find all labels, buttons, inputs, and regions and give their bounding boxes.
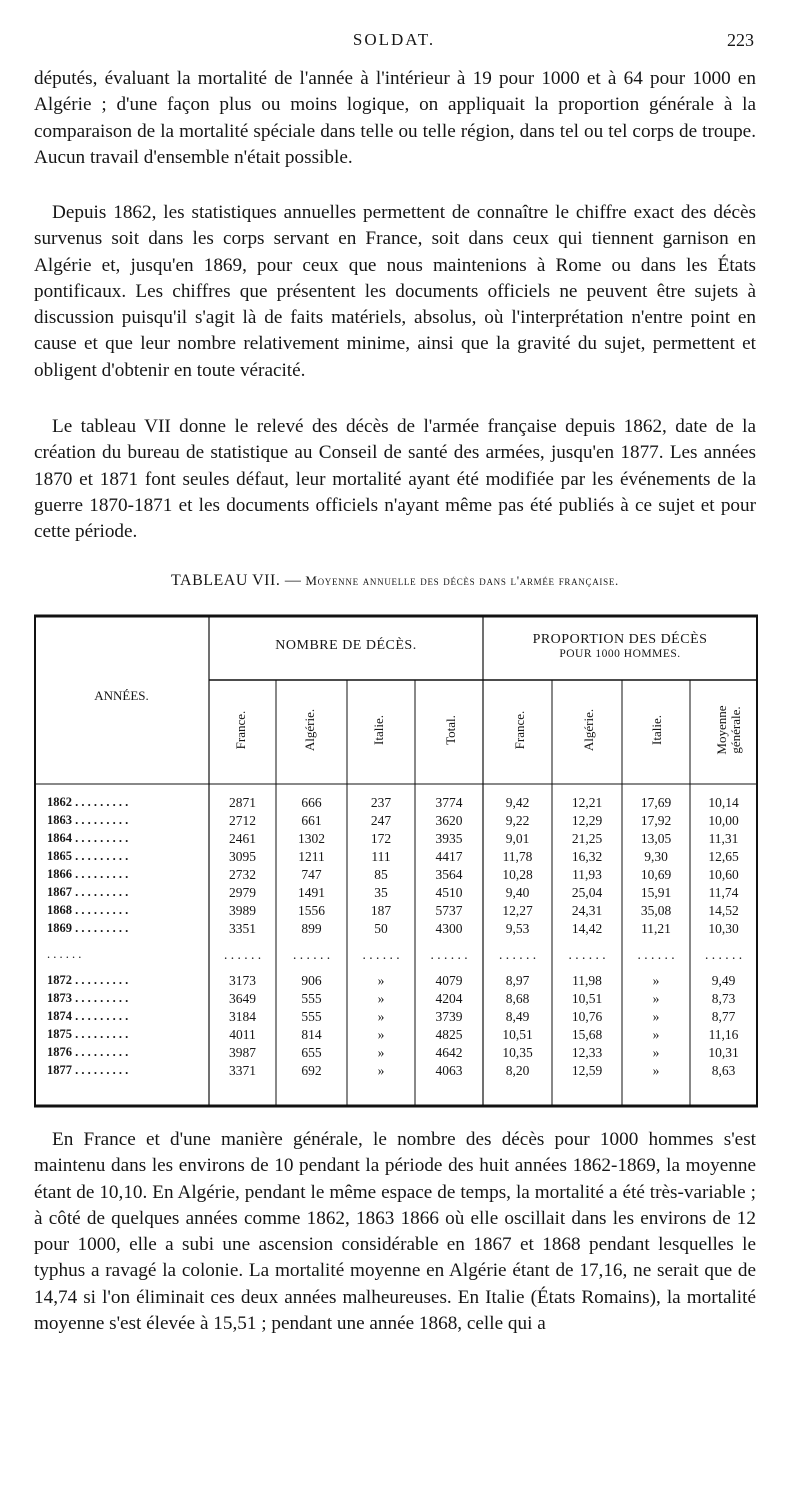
table-cell: 1491 [298,885,325,900]
table-cell: 9,42 [505,795,530,810]
table-cell: 4063 [435,1063,463,1078]
table-cell: 11,16 [708,1027,739,1042]
table-cell: » [652,1027,660,1042]
table-cell: 17,69 [640,795,672,810]
table-cell: » [652,1045,660,1060]
table-cell: 3351 [229,921,256,936]
table-cell: 9,40 [505,885,530,900]
table-cell: 12,59 [571,1063,603,1078]
table-cell: 3095 [229,849,256,864]
table-cell: 3989 [229,903,256,918]
table-cell: 187 [370,903,392,918]
table-cell: 12,27 [502,903,533,918]
table-cell: 11,93 [572,867,602,882]
table-cell: 2979 [229,885,256,900]
table-cell: 4011 [229,1027,256,1042]
table-cell: 50 [374,921,388,936]
table-cell: 9,53 [505,921,530,936]
paragraph-4: En France et d'une manière générale, le nombre des décès pour 1000 hommes s'est maintenu dans les environs de 10 pendant la période des huit années 1862-1869, la moyenne étant de 10,10. En Algérie, pendant le même espace de temps, la mortalité a été très-variable ; à côté de quelques années comme 1862, 1863 1866 où elle oscillait dans les environs de 12 pour 1000, elle a subi une ascension considérable en 1867 et 1868 pendant lesquelles le typhus a ravagé la colonie. La mortalité moyenne en Algérie étant de 17,16, ne serait que de 14,74 si l'on éliminait ces deux années malheureuses. En Italie (États Romains), la mortalité moyenne s'est élevée à 15,51 ; pendant une année 1868, celle qui a [34,1129,756,1335]
gap-dots: . . . . . . [223,947,262,962]
table-cell: 666 [301,795,322,810]
col-header-deaths-italie: Italie. [371,715,386,745]
table-cell: 10,69 [640,867,672,882]
table-cell: 899 [301,921,322,936]
row-year: 1865 . . . . . . . . . [47,849,129,863]
col-header-rate-france: France. [512,710,527,750]
col-header-deaths-algerie: Algérie. [302,708,317,752]
table-cell: 3739 [435,1009,463,1024]
table-cell: 12,21 [571,795,603,810]
table-cell: 35 [374,885,388,900]
table-cell: 3774 [435,795,463,810]
table-cell: 9,49 [711,973,736,988]
row-year: 1863 . . . . . . . . . [47,813,129,827]
years-header: ANNÉES. [94,688,149,703]
table-cell: 2732 [229,867,256,882]
table-cell: 3371 [229,1063,256,1078]
table-cell: 5737 [435,903,463,918]
col-header-rate-italie: Italie. [649,715,664,745]
table-cell: 10,31 [708,1045,739,1060]
gap-dots: . . . . . . [430,947,468,962]
table-cell: 4825 [435,1027,463,1042]
table-cell: 3184 [229,1009,256,1024]
table-cell: 15,91 [640,885,672,900]
table-cell: 35,08 [640,903,672,918]
table-cell: » [377,1045,385,1060]
table-cell: 4079 [435,973,463,988]
table-cell: » [377,991,385,1006]
table-cell: 555 [301,991,322,1006]
table-cell: 2461 [229,831,256,846]
table-cell: » [377,1009,385,1024]
row-year: 1868 . . . . . . . . . [47,903,129,917]
table-cell: » [377,973,385,988]
table-cell: 9,22 [505,813,530,828]
table-cell: 11,21 [641,921,671,936]
row-year: 1866 . . . . . . . . . [47,867,129,881]
proportion-group-subtitle: POUR 1000 HOMMES. [559,648,681,660]
table-cell: 8,73 [711,991,736,1006]
table-cell: 9,01 [505,831,530,846]
table-cell: 4300 [435,921,463,936]
table-cell: 4417 [435,849,463,864]
table-cell: » [652,1063,660,1078]
table-cell: 2871 [229,795,256,810]
table-cell: 814 [301,1027,322,1042]
table-cell: 13,05 [640,831,672,846]
deaths-group-header: NOMBRE DE DÉCÈS. [275,638,417,653]
table-cell: 3935 [435,831,463,846]
table-cell: 14,52 [708,903,739,918]
table-cell: 10,76 [571,1009,603,1024]
table-cell: 10,30 [708,921,739,936]
page-number: 223 [727,30,754,50]
table-cell: 2712 [229,813,256,828]
row-year: 1872 . . . . . . . . . [47,973,129,987]
table-cell: 3649 [229,991,256,1006]
table-cell: 8,63 [711,1063,736,1078]
table-cell: 15,68 [571,1027,603,1042]
gap-dots: . . . . . . [362,947,400,962]
table-cell: 8,68 [505,991,530,1006]
row-year: 1864 . . . . . . . . . [47,831,129,845]
table-cell: 17,92 [640,813,672,828]
gap-dots: . . . . . . [498,947,537,962]
table-cell: 3173 [229,973,256,988]
table-caption-title: Moyenne annuelle des décès dans l'armée française. [305,573,619,588]
gap-dots: . . . . . . [568,947,606,962]
gap-dots: . . . . . . [637,947,675,962]
table-cell: 692 [301,1063,322,1078]
table-cell: 10,60 [708,867,739,882]
table-cell: 3987 [229,1045,256,1060]
paragraph-2: Depuis 1862, les statistiques annuelles permettent de connaître le chiffre exact des décès survenus soit dans les corps servant en France, soit dans ceux qui tiennent garnison en Algérie et, jusqu'en 1869, pour ceux que nous maintenions à Rome ou dans les États pontificaux. Les chiffres que présentent les documents officiels ne peuvent être sujets à discussion puisqu'il s'agit là de faits matériels, absolus, où l'interprétation n'entre point en cause et que leur nombre relativement minime, ainsi que la gravité du sujet, permettent et obligent d'obtenir en toute véracité. [34,202,756,381]
table-cell: » [652,1009,660,1024]
table-cell: » [377,1063,385,1078]
table-cell: 3564 [435,867,463,882]
row-year: 1874 . . . . . . . . . [47,1009,129,1023]
table-cell: 8,97 [505,973,530,988]
table-cell: 10,51 [502,1027,533,1042]
table-cell: 1302 [298,831,325,846]
row-year: 1869 . . . . . . . . . [47,921,129,935]
table-cell: 1556 [298,903,325,918]
paragraph-3: Le tableau VII donne le relevé des décès de l'armée française depuis 1862, date de la création du bureau de statistique au Conseil de santé des armées, jusqu'en 1877. Les années 1870 et 1871 font seules défaut, leur mortalité ayant été modifiée par les événements de la guerre 1870-1871 et les documents officiels n'ayant même pas été publiés à ce sujet et pour cette période. [34,416,756,543]
table-cell: 555 [301,1009,322,1024]
col-header-deaths-france: France. [233,710,248,750]
table-cell: » [377,1027,385,1042]
table-cell: 655 [301,1045,322,1060]
col-header-rate-algerie: Algérie. [581,708,596,752]
table-cell: 906 [301,973,322,988]
col-header-deaths-total: Total. [443,715,458,745]
table-cell: 11,74 [708,885,739,900]
table-cell: » [652,991,660,1006]
table-cell: 1211 [298,849,325,864]
table-cell: 14,42 [571,921,603,936]
page-header [34,30,754,54]
table-cell: 661 [301,813,322,828]
col-header-rate-moyenne: Moyenne générale. [714,705,743,755]
table-cell: 4642 [435,1045,463,1060]
gap-dots: . . . . . . [704,947,743,962]
row-year: 1862 . . . . . . . . . [47,795,129,809]
table-cell: 111 [371,849,391,864]
gap-dots: . . . . . . [292,947,331,962]
proportion-group-header [483,632,757,660]
table-cell: 10,28 [502,867,533,882]
row-year: 1876 . . . . . . . . . [47,1045,129,1059]
table-cell: 237 [370,795,392,810]
table-cell: 12,33 [571,1045,603,1060]
table-cell: 4204 [435,991,463,1006]
paragraph-1: députés, évaluant la mortalité de l'année à l'intérieur à 19 pour 1000 et à 64 pour 1000 en Algérie ; d'une façon plus ou moins logique, on appliquait la proportion générale à la comparaison de la mortalité spéciale dans telle ou telle région, dans tel ou tel corps de troupe. Aucun travail d'ensemble n'était possible. [34,68,756,168]
table-cell: 85 [374,867,388,882]
table-cell: 25,04 [571,885,603,900]
table-caption [34,572,756,590]
row-year: 1877 . . . . . . . . . [47,1063,129,1077]
table-cell: 172 [370,831,392,846]
table-cell: 12,65 [708,849,739,864]
table-cell: 11,78 [502,849,533,864]
gap-row: . . . . . . [47,947,82,961]
table-cell: 8,77 [711,1009,736,1024]
table-cell: 247 [370,813,392,828]
table-cell: 747 [301,867,322,882]
table-caption-label: TABLEAU VII. — [171,572,302,589]
row-year: 1873 . . . . . . . . . [47,991,129,1005]
running-title: SOLDAT. [352,30,436,49]
table-cell: » [652,973,660,988]
row-year: 1867 . . . . . . . . . [47,885,129,899]
table-cell: 8,49 [505,1009,530,1024]
table-cell: 10,00 [708,813,739,828]
table-cell: 11,31 [708,831,739,846]
table-cell: 10,51 [571,991,603,1006]
table-cell: 3620 [435,813,463,828]
table-cell: 16,32 [571,849,603,864]
table-cell: 11,98 [572,973,602,988]
table-cell: 9,30 [644,849,668,864]
table-cell: 8,20 [505,1063,530,1078]
table-cell: 21,25 [571,831,603,846]
table-cell: 10,14 [708,795,739,810]
row-year: 1875 . . . . . . . . . [47,1027,129,1041]
table-cell: 24,31 [571,903,603,918]
table-cell: 12,29 [571,813,603,828]
table-cell: 4510 [435,885,463,900]
table-cell: 10,35 [502,1045,533,1060]
proportion-group-title: PROPORTION DES DÉCÈS [532,632,708,647]
